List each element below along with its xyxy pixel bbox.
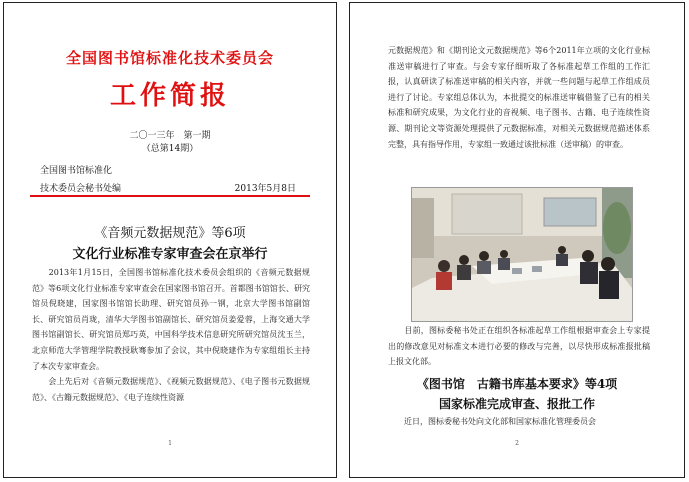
page-number: 1 bbox=[168, 440, 172, 447]
issue-line: 二〇一三年 第一期 bbox=[129, 131, 211, 141]
paragraph: 会上先后对《音频元数据规范》、《视频元数据规范》、《电子图书元数据规范》、《古籍元数据规范》、《电子连续性资源 bbox=[32, 377, 310, 402]
paragraph: 2013年1月15日，全国图书馆标准化技术委员会组织的《音频元数据规范》等6项文化行业标准专家审查会在国家图书馆召开。首都图书馆馆长、研究馆员倪晓建，国家图书馆馆长助理、研究馆员孙一钢，北京大学图书馆副馆长、研究馆员肖珑，清华大学图书馆副馆长、研究馆员姜爱蓉，上海交通大学图书馆副馆长、研究馆员郑巧英，中国科学技术信息研究所研究馆员沈玉兰，北京师范大学管理学院教授耿骞参加了会议，其中倪晓建作为专家组组长主持了本次专家审查会。 bbox=[32, 268, 310, 371]
article2-body bbox=[388, 414, 650, 430]
publish-date: 2013年5月8日 bbox=[234, 184, 296, 194]
publisher-line-1: 全国图书馆标准化 bbox=[40, 166, 113, 176]
article-body-continued bbox=[388, 43, 650, 152]
article2-title-line-1: 《图书馆 古籍书库基本要求》等4项 bbox=[416, 377, 618, 391]
article-title-line-1: 《音频元数据规范》等6项 bbox=[94, 226, 246, 241]
article-title-line-2: 文化行业标准专家审查会在京举行 bbox=[72, 247, 268, 262]
photo-caption bbox=[388, 323, 650, 370]
meeting-photo bbox=[411, 187, 633, 322]
publisher-line-2: 技术委员会秘书处编 bbox=[40, 184, 122, 194]
article-body bbox=[32, 265, 310, 405]
paragraph: 近日，图标委秘书处向文化部和国家标准化管理委员会 bbox=[388, 417, 596, 426]
meeting-photo-image bbox=[412, 188, 632, 321]
paragraph: 元数据规范》和《期刊论文元数据规范》等6个2011年立项的文化行业标准送审稿进行了审查。与会专家仔细听取了各标准起草工作组的工作汇报，认真研读了标准送审稿的相关内容，并就一些问题与起草工作组成员进行了讨论。专家组总体认为，本批提交的标准送审稿借鉴了已有的相关标准和研究成果，为文化行业的音视频、电子图书、古籍、电子连续性资源、期刊论文等资源处理提供了元数据标准，对相关元数据规范描述体系完整，具有指导作用，专家组一致通过该批标准（送审稿）的审查。 bbox=[388, 46, 650, 149]
total-issue: （总第14期） bbox=[141, 144, 199, 154]
article2-title-line-2: 国家标准完成审查、报批工作 bbox=[438, 397, 595, 411]
org-name: 全国图书馆标准化技术委员会 bbox=[65, 49, 274, 67]
page-1 bbox=[3, 2, 337, 478]
page-number: 2 bbox=[515, 440, 519, 447]
red-divider bbox=[30, 195, 310, 197]
caption-text: 目前，图标委秘书处正在组织各标准起草工作组根据审查会上专家提出的修改意见对标准文本进行必要的修改与完善，以尽快形成标准报批稿上报文化部。 bbox=[388, 326, 650, 367]
page-2 bbox=[349, 2, 685, 478]
bulletin-title: 工作简报 bbox=[109, 81, 230, 111]
